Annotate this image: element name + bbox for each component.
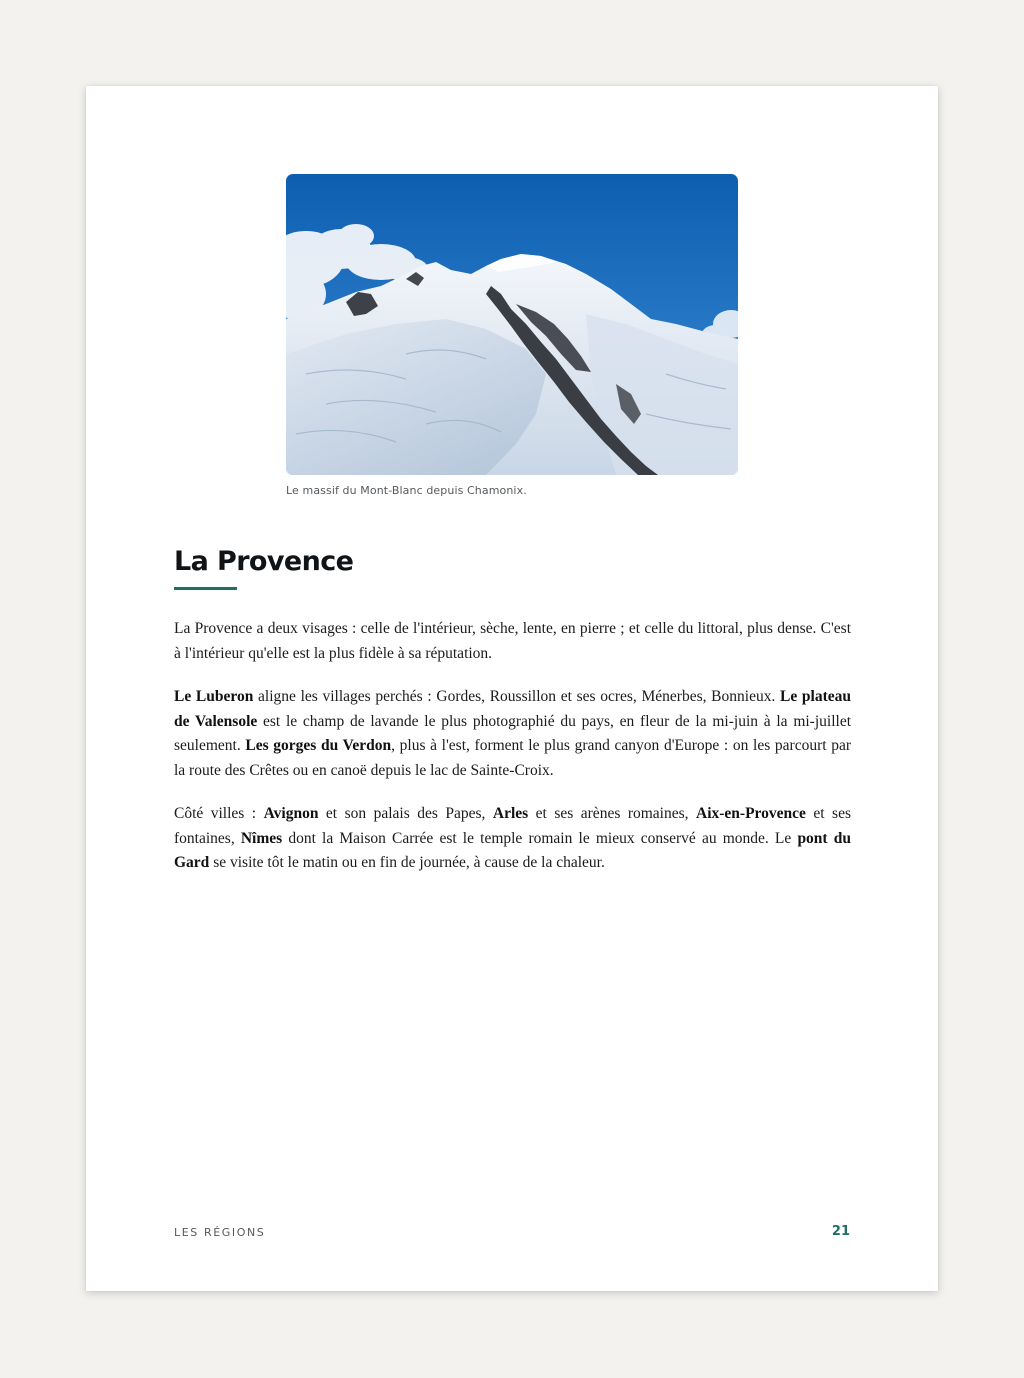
text-run: Côté villes : [174, 805, 264, 822]
emphasized-term: Le plateau de Valensole [174, 688, 852, 730]
text-run: et son palais des Papes, [318, 805, 493, 822]
paragraph-cities [174, 802, 851, 876]
text-run: et ses fontaines, [174, 805, 851, 847]
emphasized-term: pont du Gard [174, 829, 851, 871]
page-number: 21 [831, 1224, 850, 1239]
figure [286, 174, 738, 497]
emphasized-term: Avignon [263, 805, 319, 822]
text-run: dont la Maison Carrée est le temple romain le mieux conservé au monde. Le [282, 829, 798, 847]
figure-caption: Le massif du Mont-Blanc depuis Chamonix. [286, 484, 527, 497]
emphasized-term: Arles [492, 805, 529, 822]
emphasized-term: Aix-en-Provence [696, 805, 806, 822]
text-run: est le champ de lavande le plus photographié du pays, en fleur de la mi-juin à la mi-juillet seulement. [174, 712, 851, 754]
emphasized-term: Nîmes [240, 829, 283, 847]
section-title: La Provence [174, 546, 354, 577]
paragraph-intro [174, 617, 851, 666]
text-run: aligne les villages perchés : Gordes, Roussillon et ses ocres, Ménerbes, Bonnieux. [253, 688, 781, 705]
title-underline [174, 587, 237, 590]
emphasized-term: Les gorges du Verdon [245, 737, 392, 754]
text-run: , plus à l'est, forment le plus grand canyon d'Europe : on les parcourt par la route des Crêtes ou en canoë depuis le lac de Sainte-Croix. [174, 737, 851, 779]
mountain-photo [286, 174, 738, 475]
section-content [174, 543, 851, 876]
text-run: se visite tôt le matin ou en fin de journée, à cause de la chaleur. [209, 854, 605, 871]
text-run: et ses arènes romaines, [528, 805, 696, 822]
paragraph-nature [174, 685, 851, 783]
running-footer-section: LES RÉGIONS [174, 1226, 266, 1239]
emphasized-term: Le Luberon [174, 688, 254, 705]
text-run: La Provence a deux visages : celle de l'intérieur, sèche, lente, en pierre ; et celle du littoral, plus dense. C'est à l'intérieur qu'elle est la plus fidèle à sa réputation. [174, 620, 851, 662]
document-page [86, 86, 938, 1291]
